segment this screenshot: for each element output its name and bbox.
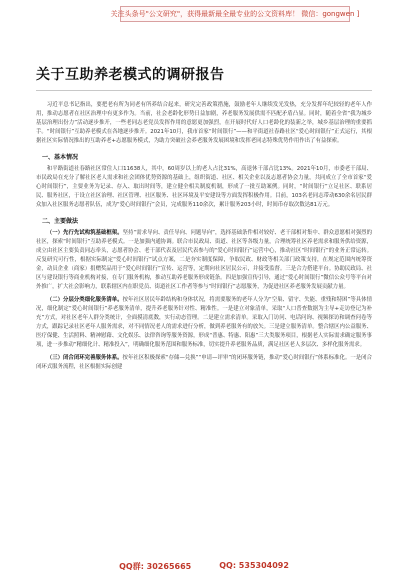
section-1-heading: （一）先行先试构筑基础框架。 (46, 230, 123, 236)
section-1-paragraph (36, 229, 372, 292)
qq-group-text: QQ群: 30265665 (119, 562, 192, 571)
section-3-body: 按年社区积极探索“存储—兑换”“申请—评审”的闭环服务链，推动“爱心时间银行”体系标准化。一是闭合闭环式服务流程，社区根据实际创建 (36, 355, 372, 370)
qq-number-text: QQ: 535304092 (219, 561, 289, 570)
section-3-heading: （三）闭合闭环完善服务体系。 (46, 355, 123, 361)
section-1-body: 坚持“需求导向、责任导向、问题导向”，选择基础条件相对较好、老干部相对集中、群众意愿相对强烈的社区，探索“时间银行”互助养老模式。一是加强内通协调。联合市民政局、街道、社区等各级力量，合理统筹社区养老需求和服务供给资源，成立由社区主要负责同志牵头，志愿者协会、老干部代表及居民代表参与的“爱心时间银行”运营中心，推动社区“时间银行”的业务正常运转。反复研究可行性，根据实际制定“爱心时间银行”试点方案，二是夯实制度保障，争取民政、财政等相关部门政策支持，在规定范围内统筹资金，动员企业（商家）捐赠奖品用于“爱心时间银行”宣传、运营等，定期向社区居民公示，并接受监督。三是合力搭建平台。协助民政局、社区与建设银行等商业机构对接，在专门服务机构，推动互助养老服务形成链条。四是加强宣传引导，通过“爱心时间银行”微信公众号等平台对外推广，扩大社会影响力，联系辖区内在职党员、街道社区工作者等参与“时间银行”志愿服务，为促进社区养老服务发展贡献力量。 (36, 230, 372, 290)
title-divider (36, 90, 372, 91)
section-2-paragraph (36, 296, 372, 350)
section-2-heading: （二）分层分类细化服务清单。 (46, 297, 123, 303)
section-2-body: 按年社区居民年龄结构和身体状况，将需要服务的老年人分为“空巢、留守、失能、重残和特困”等具体情况，细化制定“爱心时间银行”养老服务清单，提升养老服务针对性、精准性。一是建立对象清单，采取“人口普查数据为主导+走访登记为补充”方式，对社区老年人群分类统计，全面摸清底数，实行动态管理。二是建立需求清单。采取入门访问、电话问询、视频探访和调查问卷等方式，跟踪记录社区老年人服务需求，对不同情况老人的需求进行分析，做到养老服务有的放矢。三是建立服务清单。整合辖区内公益服务、医疗保健、生活照料、精神慰藉、文化娱乐、法律咨询等服务资源，形成“普惠、特惠、阳惠”三大类服务项目，根据老人实际需求确定服务事项，进一步推动“精细化计、精准投入”，明确细化服务范围和服务标准，切实提升养老服务品质，满足社区老人多层次、多样化服务需求。 (36, 297, 372, 348)
section-3-paragraph (36, 354, 372, 372)
heading-main: 二、主要做法 (42, 218, 79, 225)
document-page (36, 28, 372, 376)
contact-footer (0, 561, 408, 572)
document-title: 关于互助养老模式的调研报告 (36, 67, 225, 83)
heading-basic: 一、基本情况 (42, 154, 79, 161)
promo-banner (110, 6, 360, 22)
basic-paragraph: 和平路街道社春路社区常住人口11638人，其中，60周岁以上的老人占比31%，高退休干部占比13%。2021年10月，市委老干部局、市民政局在充分了解社区老人需求和社会团体优势资源的基础上，组织街道、社区、相关企业以及志愿者协会力量，共同成立了全市首家“爱心时间银行”，主要业务为记录、存入、取出时间等，建立健全相关制度机制，形成了一批互助案例。同时，“时间银行”立足社区、联系居民、服务社区，于设立社区治理、社区管理、社区服务、社区环境及平安建设等方面发挥积极作用。目前，103名老同志带动630余名居民群众加入社区服务志愿者队伍，成为“爱心时间银行”会员，完成服务110余次，累计服务203小时，时间币存取次数达81万元。 (36, 166, 372, 208)
intro-paragraph: 习近平总书记指出，要把老有所为同老有所养结合起来，研究完善政策措施，鼓励老年人继续发光发热，充分发挥年纪较轻的老年人作用，推动志愿者在社区治理中有更多作为。当前，社会老龄化形势日益加剧，养老服务发展供需不匹配矛盾凸显。同时，随着全省“我为城乡基层治理出份力”活动逐步推开，一些老同志老党员发挥作用的意愿更加强烈，在开展时代好人口老龄化的装新之举，城乡基层治理的重要抓手。“时间银行”互助养老模式在各地逐步推开。2021年10月，我市首家“时间银行”——和平街道社春路社区“爱心时间银行”正式运行，其根据社区实际情况推出的互助养老+志愿服务模式，为助力突破社会养老服务发展困境和发挥老同志特殊优势作用作出了有益探索。 (36, 102, 372, 144)
promo-banner-text: 关注头条号"公文研究"，获得最新最全最专业的公文资料库！ 微信：gongwen ] (110, 10, 360, 18)
